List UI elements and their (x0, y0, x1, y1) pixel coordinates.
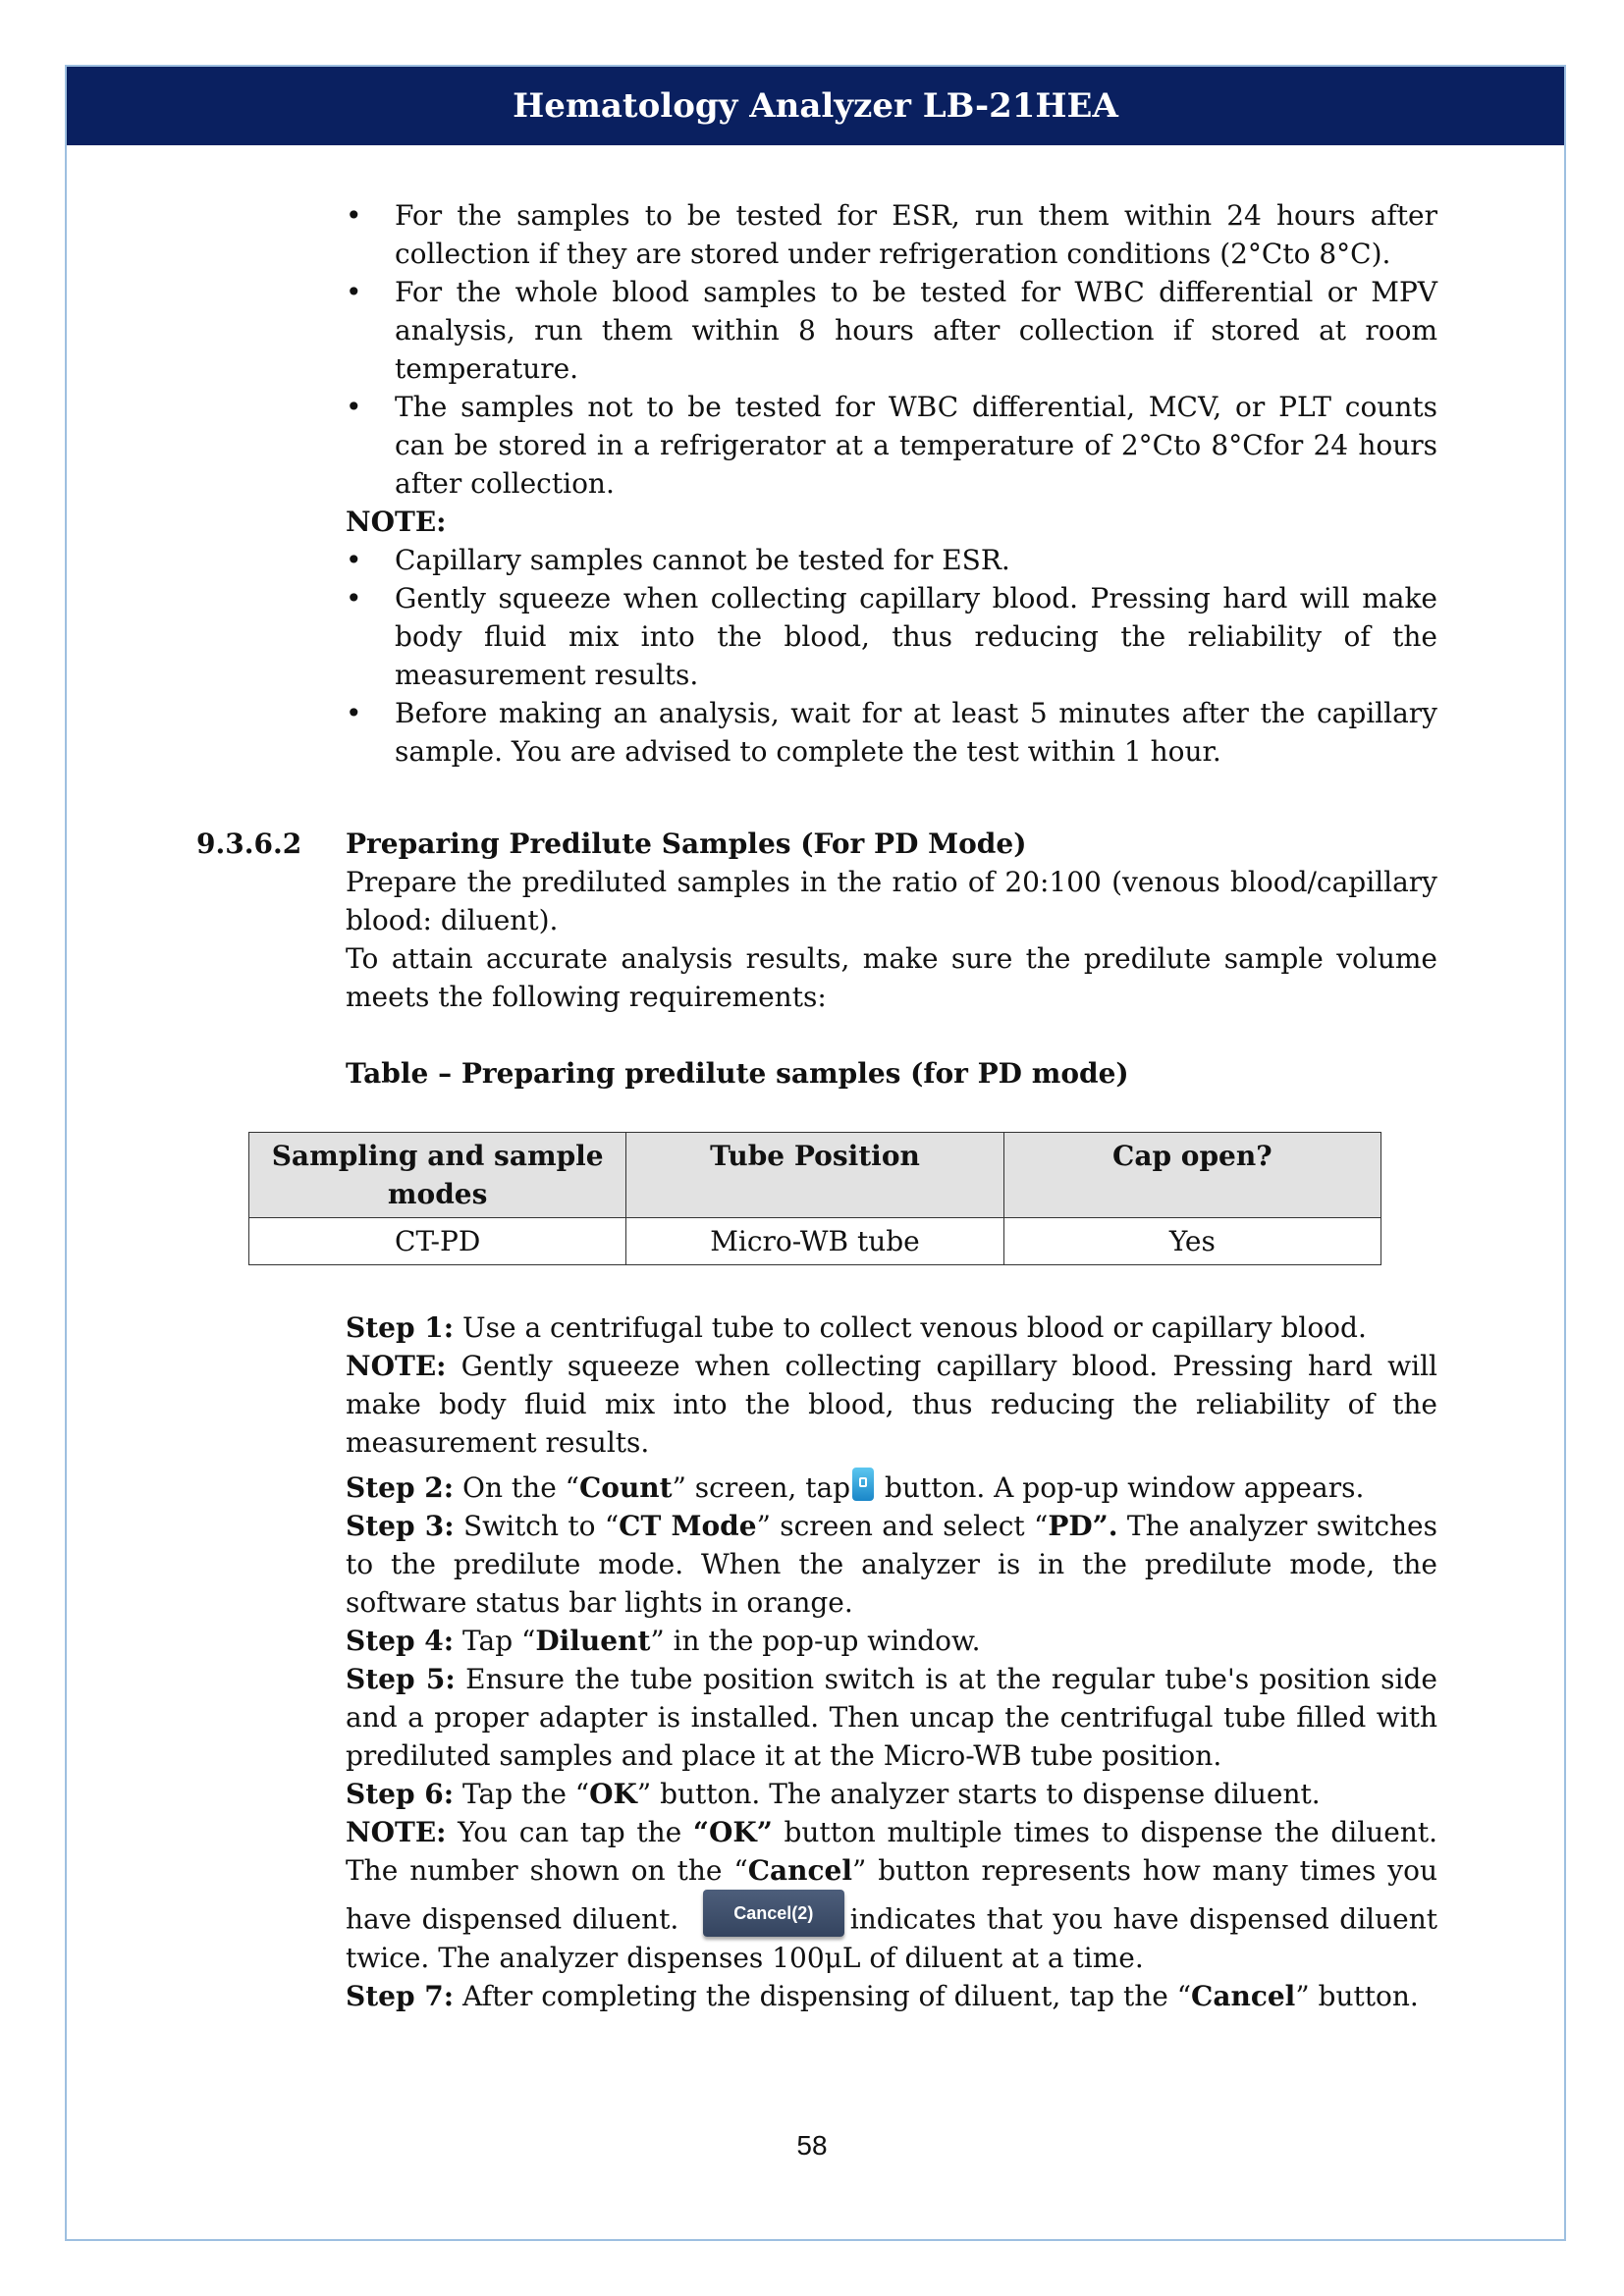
step-3 (346, 1507, 1437, 1622)
step-text: ” in the pop-up window. (650, 1625, 981, 1657)
note-text: indicates that you have dispensed diluent twice. The analyzer dispenses 100μL of diluent at a time. (346, 1902, 1437, 1974)
step-label: Step 7: (346, 1979, 455, 2012)
section-paragraph: Prepare the prediluted samples in the ratio of 20:100 (venous blood/capillary blood: diluent). (346, 866, 1437, 936)
note-label: NOTE: (346, 1350, 447, 1382)
step-2 (346, 1468, 1437, 1507)
step-text: ” button. (1295, 1979, 1419, 2012)
note-heading: NOTE: (346, 506, 447, 538)
note-label: NOTE: (346, 1816, 447, 1848)
note-text: ” button represents how many times you have dispensed diluent. (346, 1854, 1437, 1936)
step-4 (346, 1622, 1437, 1660)
step-label: Step 1: (346, 1311, 455, 1344)
column-header: Tube Position (626, 1133, 1003, 1218)
section-title: Preparing Predilute Samples (For PD Mode) (346, 828, 1027, 860)
step-text: Switch to “ (454, 1510, 620, 1542)
section-number: 9.3.6.2 (196, 828, 302, 860)
section-heading (196, 825, 1437, 863)
step-text: ” button. The analyzer starts to dispense diluent. (636, 1778, 1321, 1810)
list-item: • For the whole blood samples to be tested for WBC differential or MPV analysis, run them within 8 hours after collection if stored at room temperature. (346, 273, 1437, 388)
column-header: Sampling and sample modes (249, 1133, 626, 1218)
page-number: 58 (796, 2130, 828, 2161)
step-1 (346, 1308, 1437, 1347)
list-item: • Capillary samples cannot be tested for ESR. (346, 541, 1437, 579)
section-body (346, 863, 1437, 1093)
cancel-button-example: Cancel(2) (703, 1890, 844, 1937)
step-text: Tap the “ (454, 1778, 590, 1810)
column-header: Cap open? (1003, 1133, 1380, 1218)
note-text: Gently squeeze when collecting capillary blood. Pressing hard will make body fluid mix into the blood, thus reducing the reliability of the measurement results. (346, 1350, 1437, 1459)
ui-term: OK (589, 1778, 637, 1810)
ui-term: Cancel (747, 1854, 853, 1887)
intro-bullet-list (346, 196, 1437, 503)
step-label: Step 6: (346, 1778, 455, 1810)
note-1 (346, 1347, 1437, 1462)
step-text: After completing the dispensing of diluent, tap the “ (454, 1979, 1192, 2012)
step-text: Tap “ (454, 1625, 536, 1657)
list-item: • For the samples to be tested for ESR, run them within 24 hours after collection if they are stored under refrigeration conditions (2°Cto 8°C). (346, 196, 1437, 273)
step-text: The analyzer switches to the predilute mode. When the analyzer is in the predilute mode, the software status bar lights in orange. (346, 1510, 1438, 1619)
table-row (249, 1218, 1381, 1265)
note-bullet-list (346, 541, 1437, 771)
step-label: Step 2: (346, 1471, 455, 1504)
step-5 (346, 1660, 1437, 1775)
note-text: You can tap the (446, 1816, 693, 1848)
list-item: • Before making an analysis, wait for at least 5 minutes after the capillary sample. You are advised to complete the test within 1 hour. (346, 694, 1437, 771)
step-7 (346, 1977, 1437, 2015)
table-cell: Micro-WB tube (626, 1218, 1003, 1265)
table-header-row (249, 1133, 1381, 1218)
note-2 (346, 1813, 1437, 1977)
step-label: Step 4: (346, 1625, 455, 1657)
predilute-table (248, 1132, 1381, 1265)
section-9-3-6-2 (196, 825, 1437, 1093)
step-text: Use a centrifugal tube to collect venous blood or capillary blood. (454, 1311, 1367, 1344)
note-text: button multiple times to dispense the diluent. The number shown on the “ (346, 1816, 1438, 1887)
ui-term: Diluent (535, 1625, 651, 1657)
step-text: ” screen, tap (672, 1471, 851, 1504)
step-text: Ensure the tube position switch is at the regular tube's position side and a proper adapter is installed. Then uncap the centrifugal tube filled with prediluted samples and place it at the Micro-WB tube position. (346, 1663, 1437, 1772)
table-cell: Yes (1003, 1218, 1380, 1265)
section-paragraph: To attain accurate analysis results, make sure the predilute sample volume meets the following requirements: (346, 942, 1437, 1013)
step-6 (346, 1775, 1437, 1813)
list-item: • The samples not to be tested for WBC differential, MCV, or PLT counts can be stored in a refrigerator at a temperature of 2°Cto 8°Cfor 24 hours after collection. (346, 388, 1437, 503)
table-cell: CT-PD (249, 1218, 626, 1265)
step-text: On the “ (454, 1471, 579, 1504)
ui-term: “OK” (692, 1816, 773, 1848)
ui-term: Cancel (1191, 1979, 1296, 2012)
mode-switch-icon (852, 1468, 874, 1501)
step-label: Step 5: (346, 1663, 456, 1695)
step-text: button. A pop-up window appears. (876, 1471, 1365, 1504)
step-label: Step 3: (346, 1510, 455, 1542)
ui-term: CT Mode (619, 1510, 757, 1542)
ui-term: Count (578, 1471, 673, 1504)
table-caption: Table – Preparing predilute samples (for PD mode) (346, 1057, 1129, 1090)
procedure-steps (346, 1308, 1437, 2015)
list-item: • Gently squeeze when collecting capillary blood. Pressing hard will make body fluid mix into the blood, thus reducing the reliability of the measurement results. (346, 579, 1437, 694)
ui-term: PD”. (1048, 1510, 1118, 1542)
intro-content (346, 196, 1437, 771)
header-bar (67, 67, 1564, 145)
step-text: ” screen and select “ (756, 1510, 1049, 1542)
document-title: Hematology Analyzer LB-21HEA (513, 86, 1118, 126)
